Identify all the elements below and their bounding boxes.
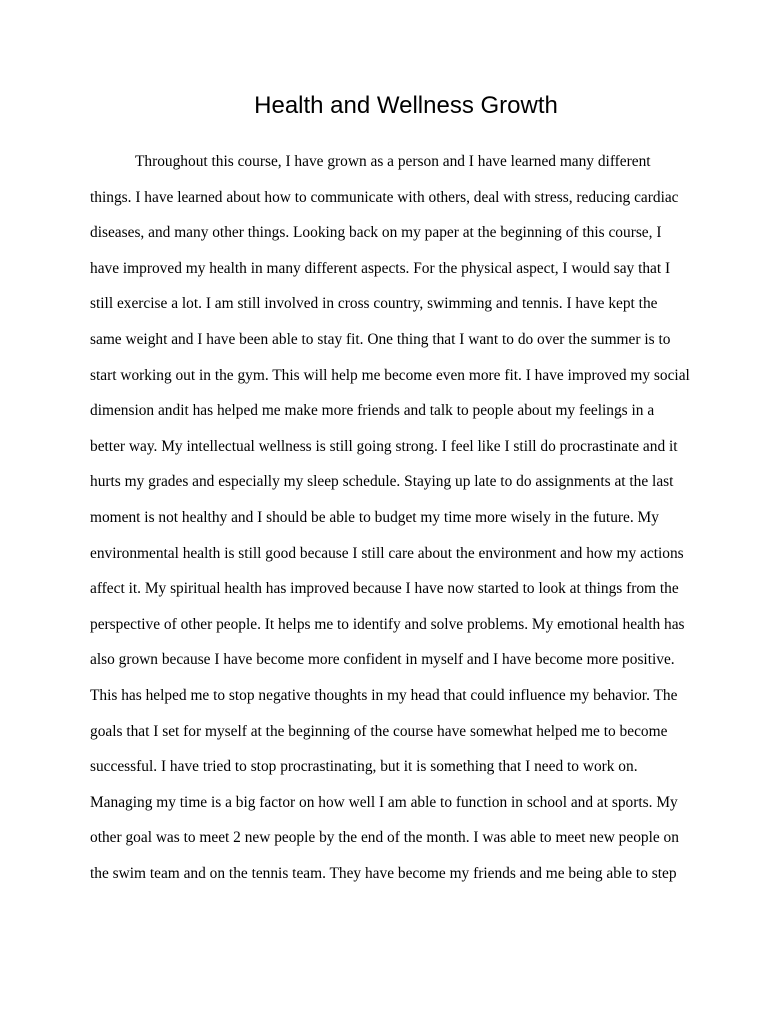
paragraph-line: better way. My intellectual wellness is still going strong. I feel like I still do procrastinate and it <box>90 437 678 455</box>
paragraph-line: also grown because I have become more confident in myself and I have become more positive. <box>90 651 675 669</box>
paragraph-line: Managing my time is a big factor on how well I am able to function in school and at sports. My <box>90 793 678 811</box>
paragraph-line: hurts my grades and especially my sleep schedule. Staying up late to do assignments at the last <box>90 473 674 491</box>
paragraph-line: moment is not healthy and I should be able to budget my time more wisely in the future. My <box>90 508 659 526</box>
paragraph-line: still exercise a lot. I am still involved in cross country, swimming and tennis. I have kept the <box>90 295 658 313</box>
paragraph-line: successful. I have tried to stop procrastinating, but it is something that I need to work on. <box>90 758 638 776</box>
paragraph-line: This has helped me to stop negative thoughts in my head that could influence my behavior. The <box>90 686 678 704</box>
body-paragraph <box>90 144 690 891</box>
paragraph-line: affect it. My spiritual health has improved because I have now started to look at things from the <box>90 580 679 598</box>
paragraph-line: Throughout this course, I have grown as a person and I have learned many different <box>135 153 651 170</box>
paragraph-line: diseases, and many other things. Looking back on my paper at the beginning of this course, I <box>90 224 662 242</box>
paragraph-line: environmental health is still good because I still care about the environment and how my actions <box>90 544 684 562</box>
paragraph-line: dimension andit has helped me make more friends and talk to people about my feelings in a <box>90 402 655 420</box>
paragraph-line: same weight and I have been able to stay fit. One thing that I want to do over the summer is to <box>90 330 671 348</box>
paragraph-line: have improved my health in many different aspects. For the physical aspect, I would say that I <box>90 259 671 277</box>
paragraph-line: things. I have learned about how to communicate with others, deal with stress, reducing cardiac <box>90 188 679 206</box>
paragraph-line: goals that I set for myself at the beginning of the course have somewhat helped me to become <box>90 722 668 740</box>
paragraph-line: other goal was to meet 2 new people by the end of the month. I was able to meet new people on <box>90 829 679 847</box>
paragraph-line: start working out in the gym. This will help me become even more fit. I have improved my social <box>90 366 690 384</box>
paragraph-line: perspective of other people. It helps me to identify and solve problems. My emotional health has <box>90 615 685 633</box>
document-title: Health and Wellness Growth <box>254 92 558 119</box>
paragraph-line: the swim team and on the tennis team. They have become my friends and me being able to step <box>90 864 677 882</box>
